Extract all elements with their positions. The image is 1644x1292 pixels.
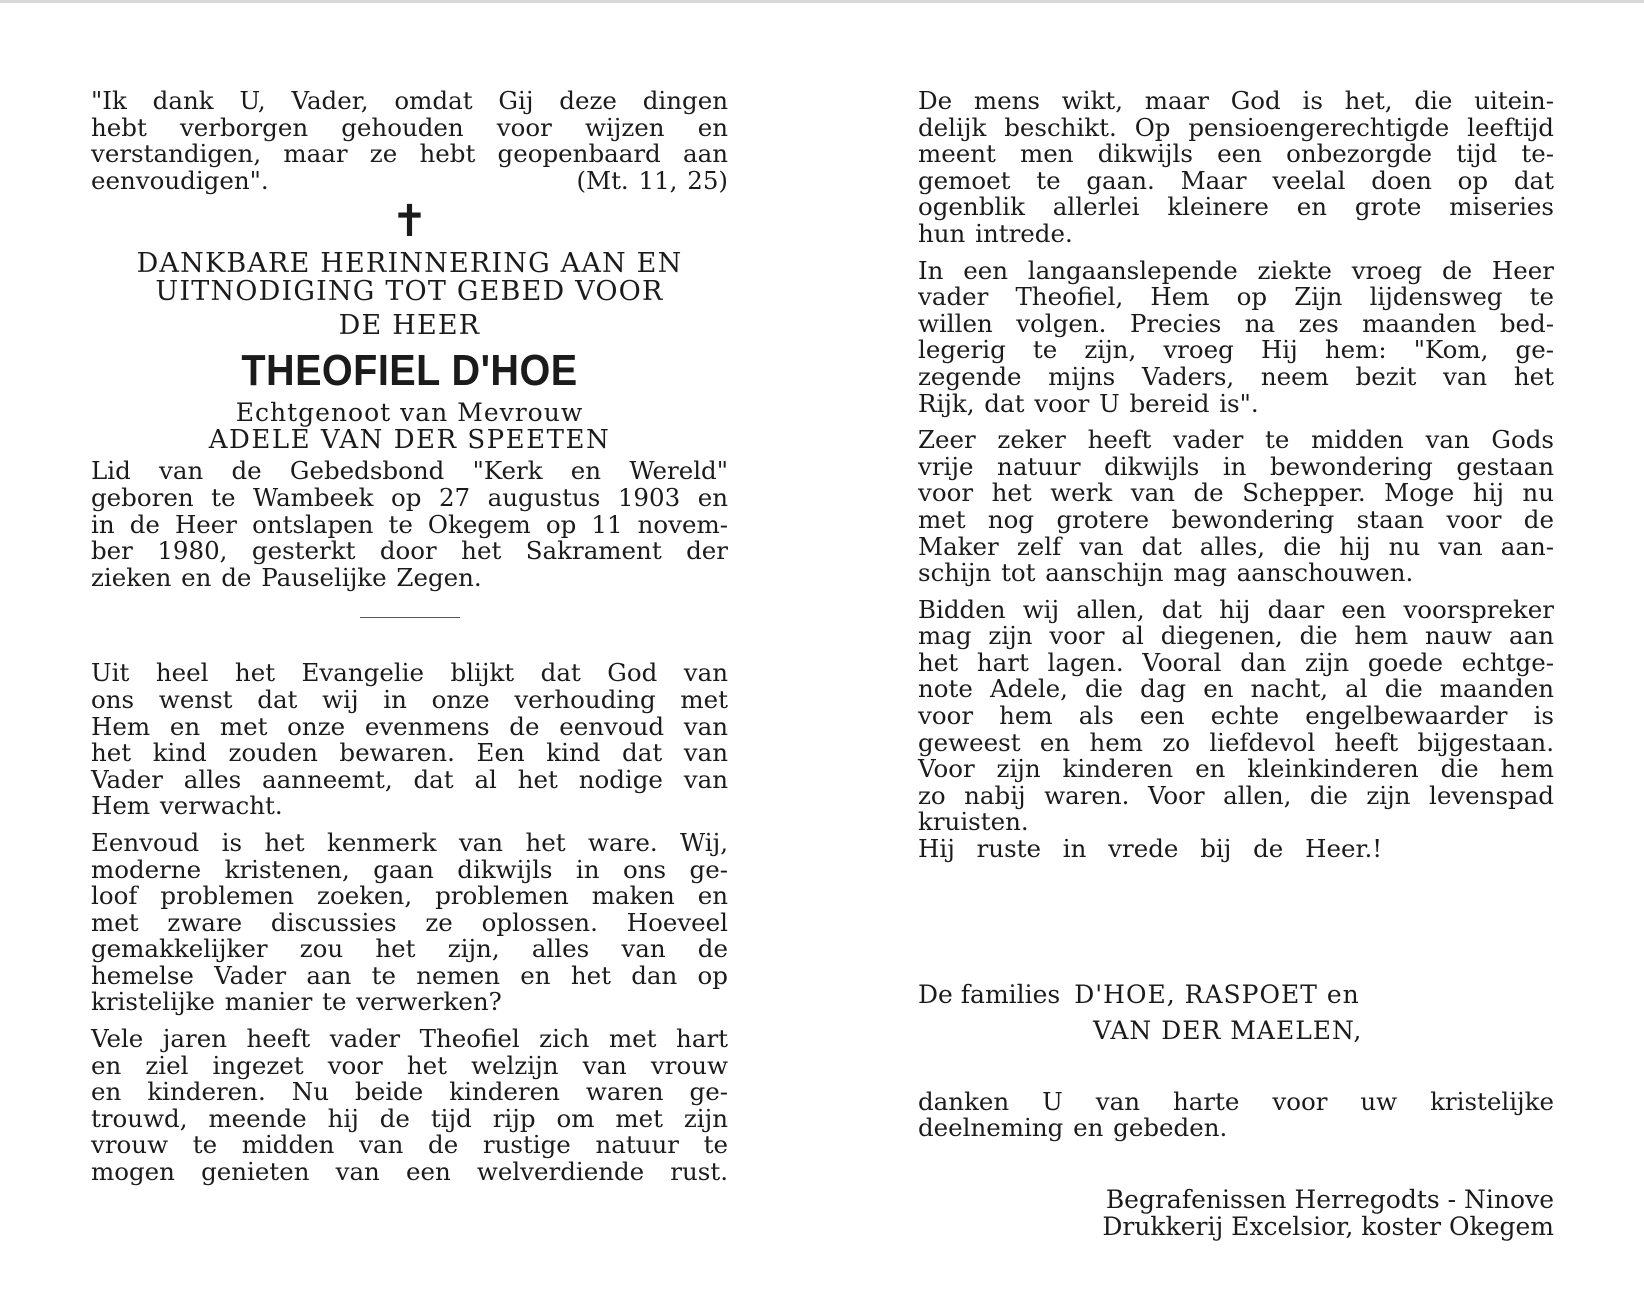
bio-line: Lid van de Gebedsbond "Kerk en Wereld": [91, 456, 728, 486]
quote-line: verstandigen, maar ze hebt geopenbaard aan: [91, 139, 728, 169]
text-line: note Adele, die dag en nacht, al die maanden: [918, 674, 1554, 704]
text-line: zo nabij waren. Voor allen, die zijn levenspad: [918, 780, 1554, 810]
thanks: [918, 1086, 1554, 1143]
page-top-edge: [0, 0, 1644, 3]
heading-line-3: DE HEER: [338, 310, 481, 342]
text-line: hemelse Vader aan te nemen en het dan op: [91, 960, 728, 990]
text-line: Uit heel het Evangelie blijkt dat God van: [91, 658, 728, 688]
text-line: zegende mijns Vaders, neem bezit van het: [918, 361, 1554, 391]
text-line: ons wenst dat wij in onze verhouding met: [91, 684, 728, 714]
paragraph: [91, 827, 728, 1017]
text-line: legerig te zijn, vroeg Hij hem: "Kom, ge-: [918, 335, 1554, 365]
text-line: trouwd, meende hij de tijd rijp om met zijn: [91, 1103, 728, 1133]
text-line: vader Theofiel, Hem op Zijn lijdensweg te: [918, 282, 1554, 312]
text-line: Vader alles aanneemt, dat al het nodige van: [91, 764, 728, 794]
text-line: hun intrede.: [918, 218, 1073, 248]
quote-line: eenvoudigen".: [91, 165, 269, 195]
text-line: Hem en met onze evenmens de eenvoud van: [91, 711, 728, 741]
text-line: loof problemen zoeken, problemen maken en: [91, 881, 728, 911]
text-line: moderne kristenen, gaan dikwijls in ons ge-: [91, 854, 728, 884]
bio-line: in de Heer ontslapen te Okegem op 11 novem-: [91, 509, 728, 539]
spouse-name: ADELE VAN DER SPEETEN: [208, 425, 611, 456]
heading-line-2: UITNODIGING TOT GEBED VOOR: [155, 276, 664, 308]
quote-reference: (Mt. 11, 25): [576, 165, 728, 195]
text-line: voor hem als een echte engelbewaarder is: [918, 701, 1554, 731]
deceased-name: THEOFIEL D'HOE: [241, 346, 578, 396]
spouse-label: Echtgenoot van Mevrouw: [235, 398, 584, 428]
families-names: D'HOE, RASPOET en: [1074, 979, 1360, 1009]
text-line: het kind zouden bewaren. Een kind dat van: [91, 738, 728, 768]
paragraph: [91, 660, 728, 820]
text-line: Bidden wij allen, dat hij daar een voorspreker: [918, 594, 1554, 624]
paragraph: [918, 255, 1554, 418]
text-line: meent men dikwijls een onbezorgde tijd te-: [918, 139, 1554, 169]
heading-line-1: DANKBARE HERINNERING AAN EN: [136, 248, 683, 280]
text-line: schijn tot aanschijn mag aanschouwen.: [918, 558, 1414, 588]
bio-line: ber 1980, gesterkt door het Sakrament der: [91, 536, 728, 566]
text-line: ogenblik allerlei kleinere en grote miseries: [918, 192, 1554, 222]
paragraph: [918, 427, 1554, 587]
text-line: het hart lagen. Vooral dan zijn goede echtge-: [918, 647, 1554, 677]
text-line: Hem verwacht.: [91, 791, 283, 821]
text-line: Voor zijn kinderen en kleinkinderen die hem: [918, 754, 1554, 784]
paragraph: [918, 594, 1554, 864]
families-prefix: De families: [918, 979, 1061, 1009]
text-line: en kinderen. Nu beide kinderen waren ge-: [91, 1077, 728, 1107]
text-line: In een langaanslepende ziekte vroeg de Heer: [918, 255, 1554, 285]
biography: [91, 458, 728, 591]
bio-line: zieken en de Pauselijke Zegen.: [91, 562, 482, 592]
divider: [360, 617, 460, 618]
text-line: vrije natuur dikwijls in bewondering gestaan: [918, 451, 1554, 481]
text-line: Vele jaren heeft vader Theofiel zich met hart: [91, 1024, 728, 1054]
text-line: voor het werk van de Schepper. Moge hij nu: [918, 478, 1554, 508]
text-line: vrouw te midden van de rustige natuur te: [91, 1130, 728, 1160]
left-column: [91, 88, 728, 1196]
text-line: Eenvoud is het kenmerk van het ware. Wij,: [91, 827, 728, 857]
funeral-home: Begrafenissen Herregodts - Ninove: [1105, 1184, 1554, 1214]
text-line: delijk beschikt. Op pensioengerechtigde leeftijd: [918, 112, 1554, 142]
printer-credits: [918, 1186, 1554, 1240]
text-line: mogen genieten van een welverdiende rust.: [91, 1157, 728, 1187]
right-column: [918, 88, 1554, 1240]
bio-line: geboren te Wambeek op 27 augustus 1903 en: [91, 482, 728, 512]
text-line: Zeer zeker heeft vader te midden van Gods: [918, 425, 1554, 455]
quote-last-line: [91, 165, 728, 195]
text-line: en ziel ingezet voor het welzijn van vrouw: [91, 1050, 728, 1080]
bible-quote: [91, 88, 728, 194]
text-line: mag zijn voor al diegenen, die hem nauw aan: [918, 621, 1554, 651]
text-line: De mens wikt, maar God is het, die uitein-: [918, 86, 1554, 115]
paragraph: [918, 88, 1554, 248]
printer-name: Drukkerij Excelsior, koster Okegem: [1102, 1211, 1554, 1241]
text-line: willen volgen. Precies na zes maanden bed-: [918, 308, 1554, 338]
closing-prayer: Hij ruste in vrede bij de Heer.!: [918, 834, 1383, 864]
cross-icon: ✝: [391, 196, 428, 248]
text-line: deelneming en gebeden.: [918, 1113, 1228, 1143]
text-line: met zware discussies ze oplossen. Hoeveel: [91, 907, 728, 937]
text-line: met nog grotere bewondering staan voor de: [918, 504, 1554, 534]
families-names-2: VAN DER MAELEN,: [1093, 1015, 1363, 1045]
text-line: kristelijke manier te verwerken?: [91, 987, 502, 1017]
quote-line: "Ik dank U, Vader, omdat Gij deze dingen: [91, 86, 728, 115]
text-line: Maker zelf van dat alles, die hij nu van aan-: [918, 531, 1554, 561]
text-line: danken U van harte voor uw kristelijke: [918, 1086, 1554, 1116]
text-line: gemakkelijker zou het zijn, alles van de: [91, 934, 728, 964]
families-line: [918, 981, 1554, 1009]
quote-line: hebt verborgen gehouden voor wijzen en: [91, 112, 728, 142]
text-line: Rijk, dat voor U bereid is".: [918, 388, 1259, 418]
text-line: gemoet te gaan. Maar veelal doen op dat: [918, 165, 1554, 195]
paragraph: [91, 1026, 728, 1186]
text-line: geweest en hem zo liefdevol heeft bijgestaan.: [918, 727, 1554, 757]
text-line: kruisten.: [918, 807, 1029, 837]
